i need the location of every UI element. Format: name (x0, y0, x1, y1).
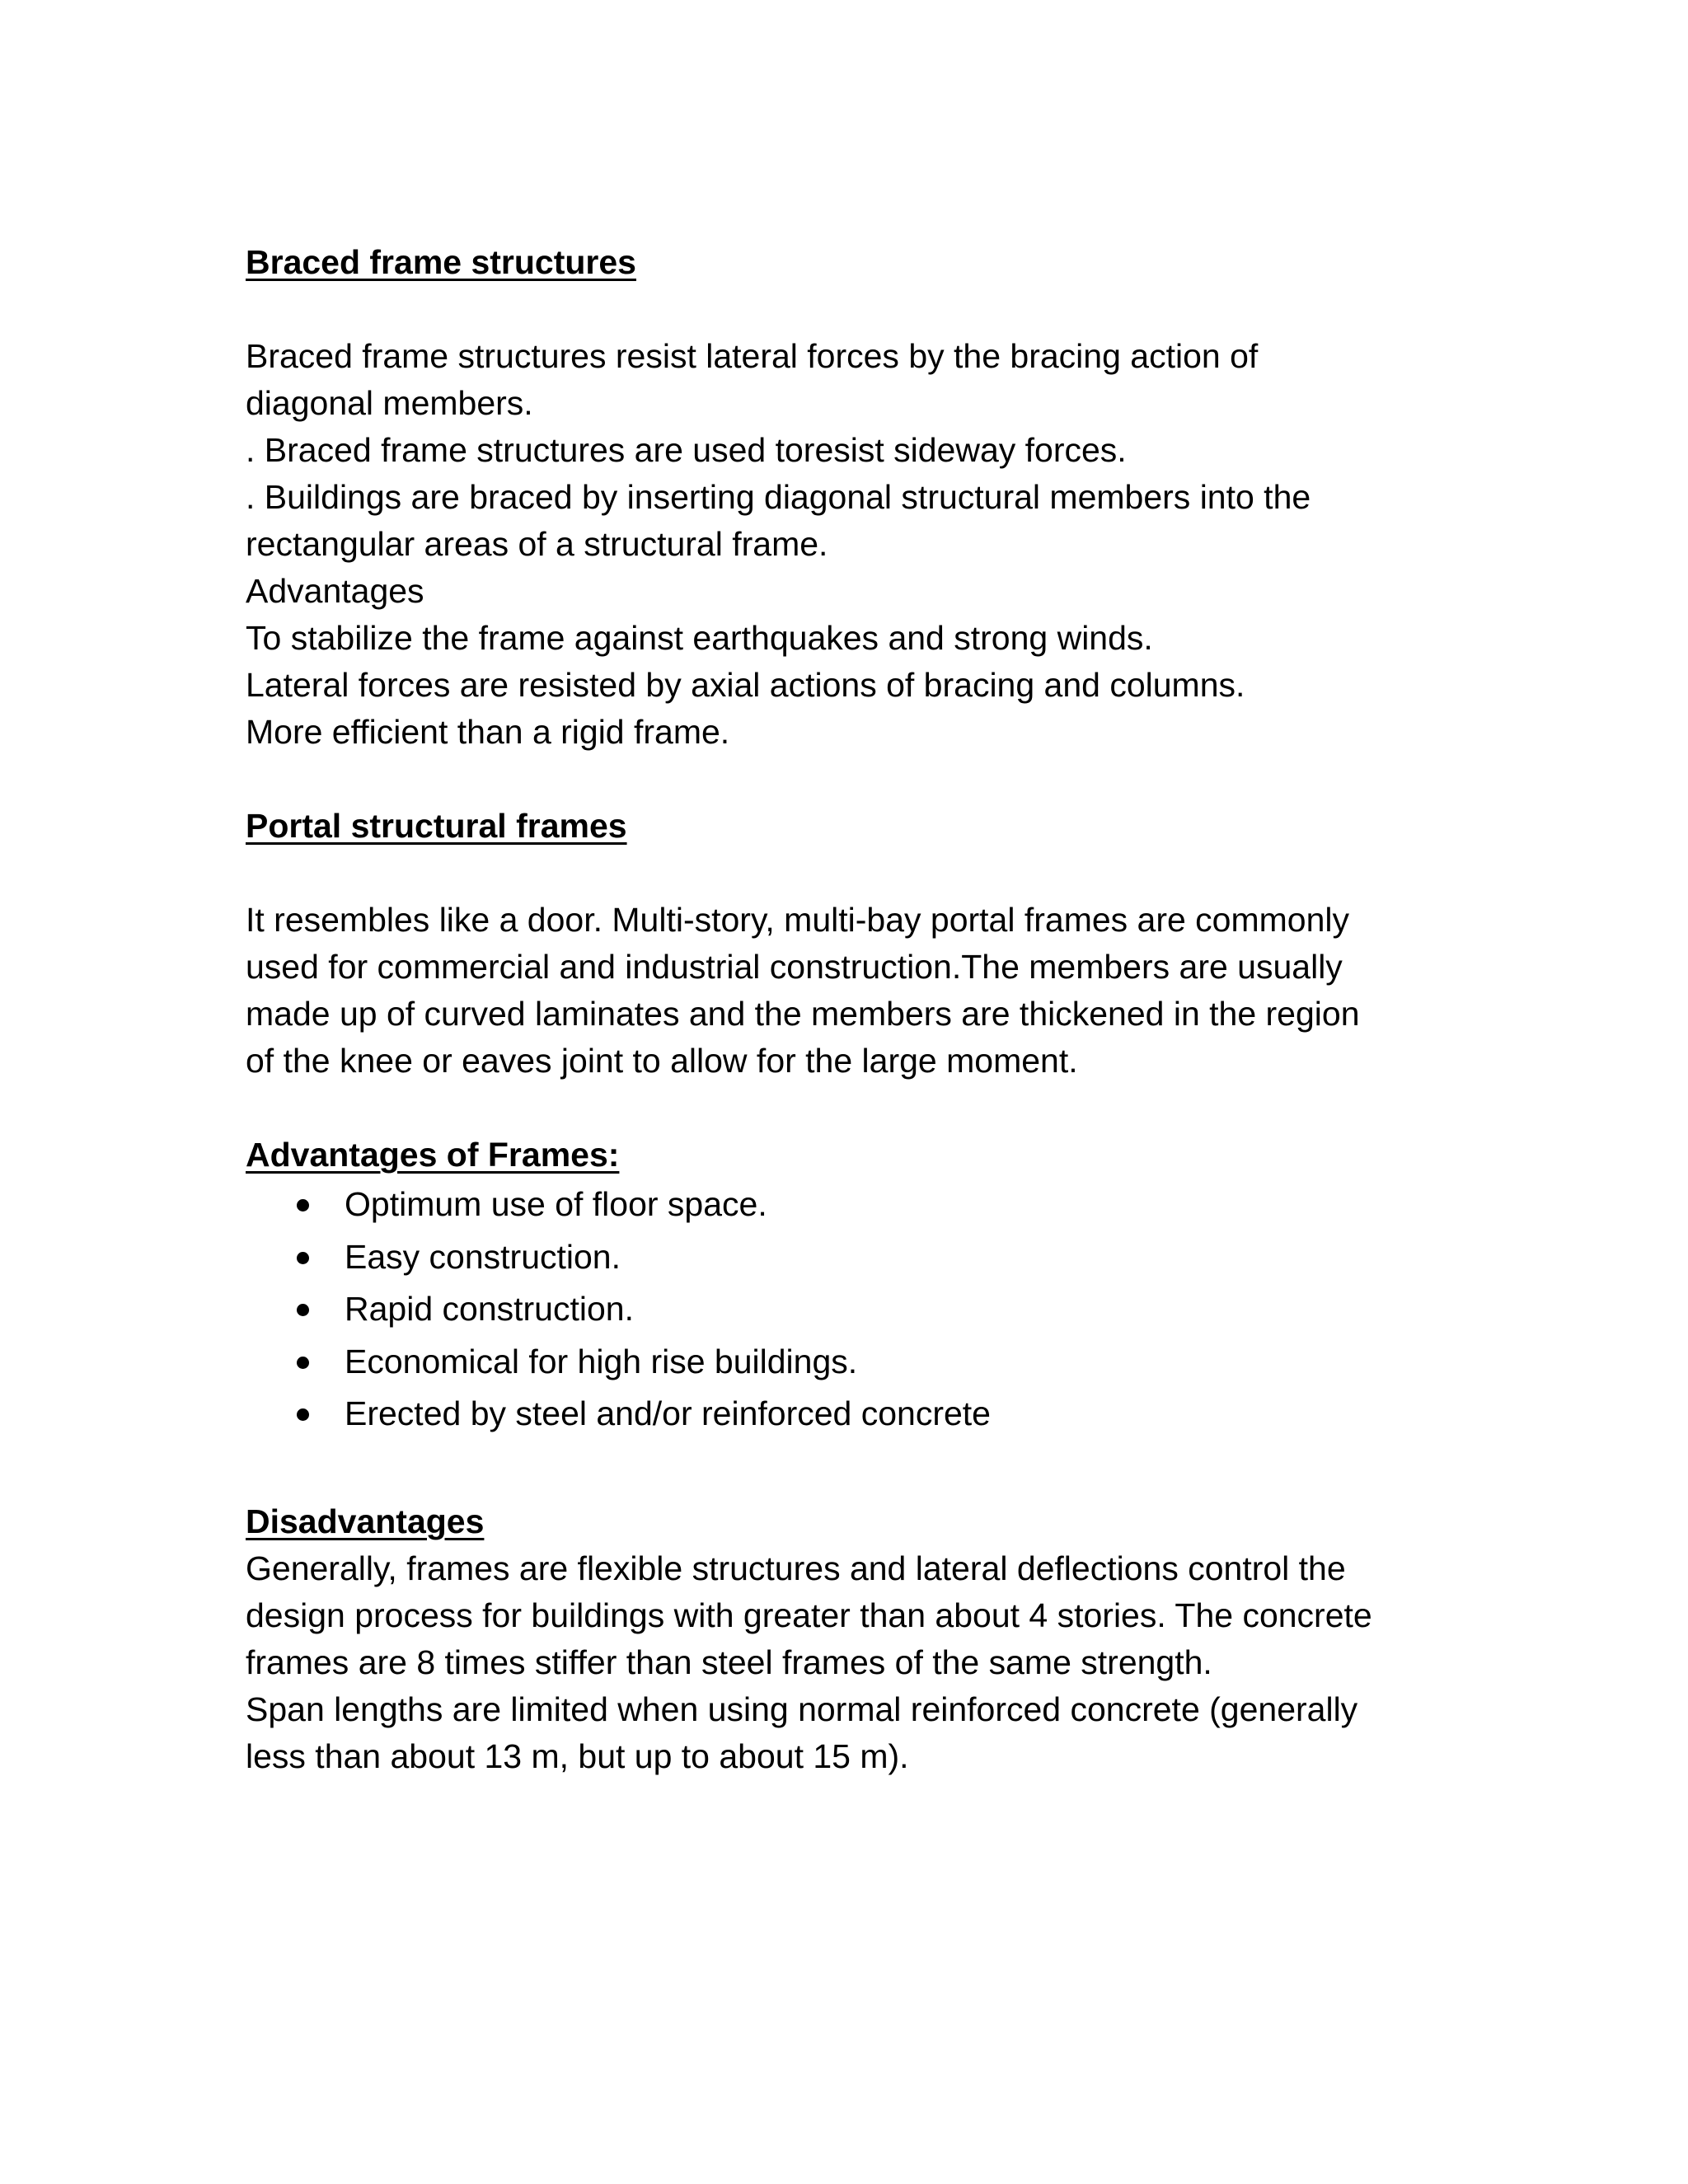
section-heading-braced: Braced frame structures (246, 243, 636, 281)
bullet-icon (297, 1199, 309, 1212)
list-item (246, 1179, 1465, 1231)
list-item-text: Easy construction. (345, 1237, 621, 1276)
bullet-icon (297, 1304, 309, 1316)
list-item (246, 1231, 1465, 1284)
bullet-icon (297, 1408, 309, 1421)
section-heading-disadvantages: Disadvantages (246, 1502, 485, 1540)
text-line: used for commercial and industrial construction.The members are usually (246, 948, 1343, 986)
spacer (246, 756, 1465, 803)
text-line: Span lengths are limited when using normal reinforced concrete (generally (246, 1690, 1358, 1728)
braced-paragraph (246, 333, 1465, 756)
list-item-text: Rapid construction. (345, 1290, 634, 1328)
text-line: More efficient than a rigid frame. (246, 713, 730, 751)
list-item-text: Economical for high rise buildings. (345, 1342, 858, 1380)
advantages-list (246, 1179, 1465, 1441)
list-item-text: Erected by steel and/or reinforced concrete (345, 1394, 991, 1432)
portal-paragraph (246, 897, 1465, 1085)
bullet-icon (297, 1252, 309, 1264)
text-line: Advantages (246, 572, 424, 610)
list-item-text: Optimum use of floor space. (345, 1185, 767, 1223)
text-line: Braced frame structures resist lateral forces by the bracing action of (246, 337, 1259, 375)
text-line: design process for buildings with greater than about 4 stories. The concrete (246, 1596, 1372, 1634)
list-item (246, 1336, 1465, 1389)
spacer (246, 1441, 1465, 1488)
text-line: rectangular areas of a structural frame. (246, 525, 828, 563)
text-line: made up of curved laminates and the members are thickened in the region (246, 995, 1360, 1033)
text-line: of the knee or eaves joint to allow for the large moment. (246, 1042, 1078, 1080)
bullet-icon (297, 1357, 309, 1369)
text-line: Lateral forces are resisted by axial actions of bracing and columns. (246, 666, 1245, 704)
spacer (246, 1085, 1465, 1132)
text-line: It resembles like a door. Multi-story, multi-bay portal frames are commonly (246, 901, 1350, 939)
text-line: Generally, frames are flexible structures and lateral deflections control the (246, 1549, 1346, 1587)
spacer (246, 1488, 1465, 1498)
section-heading-portal: Portal structural frames (246, 807, 627, 845)
document-page (246, 239, 1465, 1780)
text-line: frames are 8 times stiffer than steel frames of the same strength. (246, 1643, 1212, 1681)
section-heading-advantages: Advantages of Frames: (246, 1136, 620, 1174)
spacer (246, 850, 1465, 897)
text-line: . Buildings are braced by inserting diagonal structural members into the (246, 478, 1311, 516)
disadvantages-paragraph (246, 1545, 1465, 1780)
text-line: diagonal members. (246, 384, 533, 422)
text-line: less than about 13 m, but up to about 15 m). (246, 1736, 909, 1775)
list-item (246, 1388, 1465, 1441)
list-item (246, 1283, 1465, 1336)
text-line: To stabilize the frame against earthquakes and strong winds. (246, 619, 1153, 657)
spacer (246, 286, 1465, 333)
text-line: . Braced frame structures are used toresist sideway forces. (246, 431, 1127, 469)
